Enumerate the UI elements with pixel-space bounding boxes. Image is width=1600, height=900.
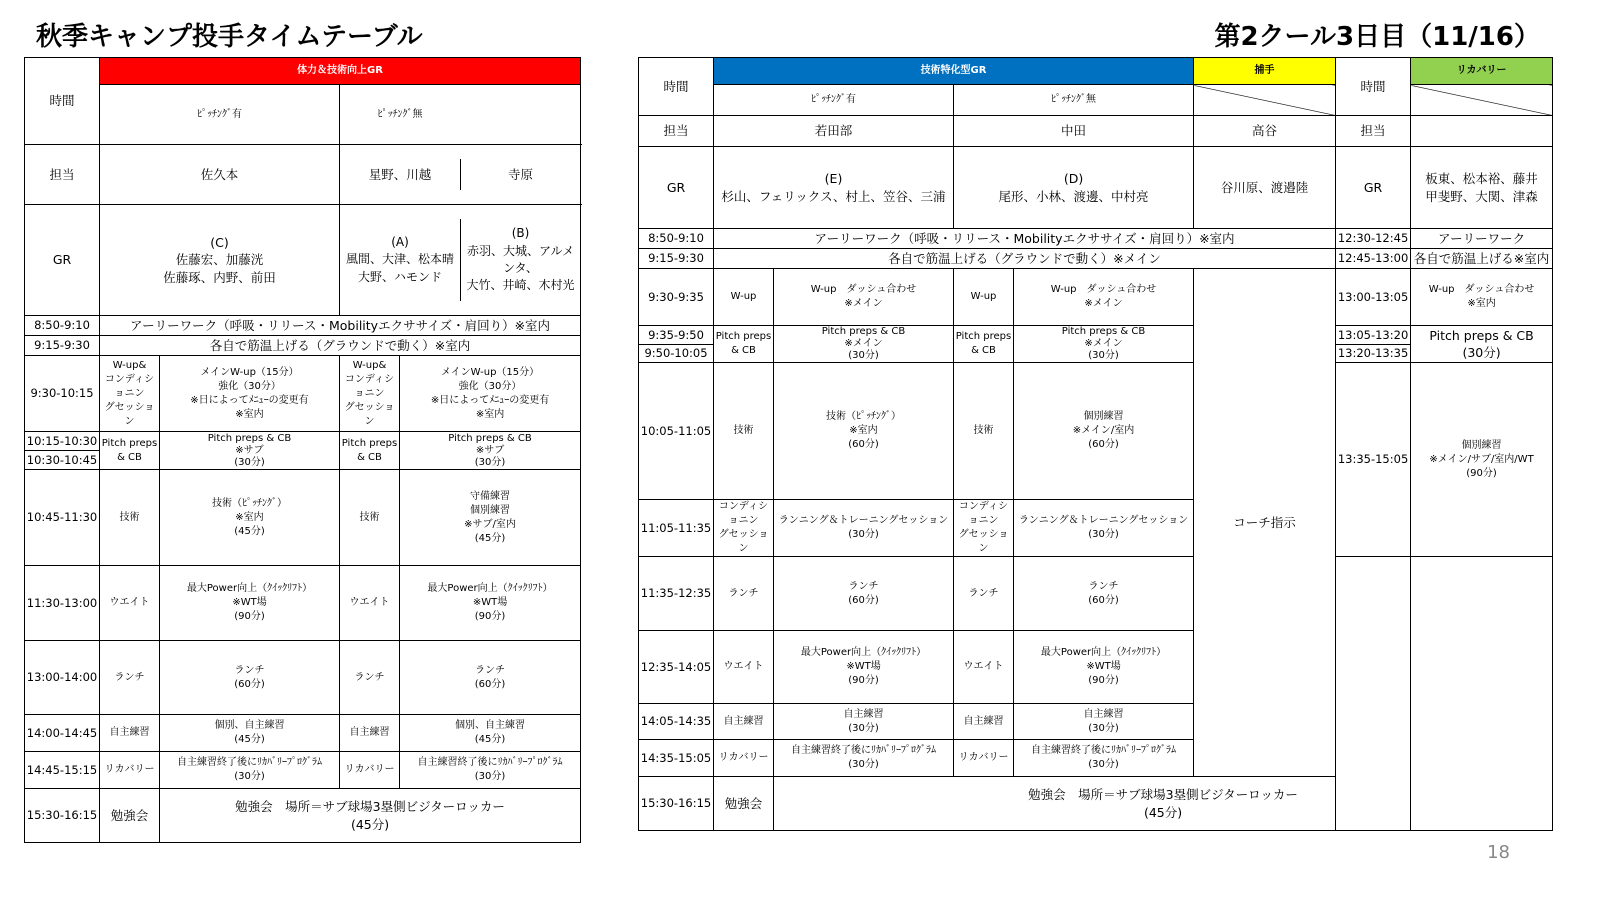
time-cell: 8:50-9:10 [639, 229, 714, 249]
time-cell: 12:35-14:05 [639, 631, 714, 704]
session-detail: 自主練習終了後にﾘｶﾊﾞﾘｰﾌﾟﾛｸﾞﾗﾑ (30分) [400, 752, 581, 789]
study-session-detail: 勉強会 場所＝サブ球場3塁側ビジターロッカー (45分) [160, 789, 581, 843]
all-activity: 各自で筋温上げる（グラウンドで動く）※メイン [714, 249, 1336, 269]
session-detail: 自主練習 (30分) [1014, 704, 1194, 740]
page-title-left: 秋季キャンプ投手タイムテーブル [36, 22, 423, 52]
header-gr: GR [25, 205, 100, 316]
session-label: 自主練習 [714, 704, 774, 740]
session-label: 勉強会 [714, 777, 774, 831]
header-gr: GR [639, 147, 714, 229]
session-detail: 守備練習 個別練習 ※サブ/室内 (45分) [400, 470, 581, 566]
session-label: 自主練習 [340, 715, 400, 752]
session-label: ウエイト [100, 566, 160, 641]
recovery-activity: 個別練習 ※メイン/サブ/室内/WT (90分) [1411, 363, 1553, 557]
charge-c: 佐久本 [100, 145, 340, 205]
gr-c: (C) 佐藤宏、加藤洸 佐藤琢、内野、前田 [100, 205, 340, 316]
session-detail: ランニング＆トレーニングセッション (30分) [774, 500, 954, 557]
charge-d: 中田 [954, 116, 1194, 147]
time-cell: 14:45-15:15 [25, 752, 100, 789]
session-detail: 技術（ﾋﾟｯﾁﾝｸﾞ） ※室内 (60分) [774, 363, 954, 500]
session-label: コンディショニン グセッション [954, 500, 1014, 557]
time-cell: 13:00-14:00 [25, 641, 100, 715]
recovery-activity: W-up ダッシュ合わせ ※室内 [1411, 269, 1553, 326]
charge-e: 若田部 [714, 116, 954, 147]
recovery-diagonal [1411, 85, 1553, 116]
time-cell: 10:45-11:30 [25, 470, 100, 566]
gr-catcher: 谷川原、渡邉陸 [1194, 147, 1336, 229]
session-detail: メインW-up（15分） 強化（30分） ※日によってﾒﾆｭｰの変更有 ※室内 [160, 356, 340, 432]
session-label: Pitch preps & CB [954, 326, 1014, 363]
time-cell: 15:30-16:15 [639, 777, 714, 831]
session-detail: W-up ダッシュ合わせ ※メイン [774, 269, 954, 326]
gr-recovery: 板東、松本裕、藤井 甲斐野、大関、津森 [1411, 147, 1553, 229]
session-label: ランチ [954, 557, 1014, 631]
charge-catcher: 高谷 [1194, 116, 1336, 147]
group-header-red: 体力＆技術向上GR [100, 58, 581, 85]
session-label: Pitch preps & CB [714, 326, 774, 363]
time-cell: 9:15-9:30 [25, 336, 100, 356]
recovery-time-cell: 12:45-13:00 [1336, 249, 1411, 269]
session-label: Pitch preps & CB [100, 432, 160, 470]
recovery-time-cell: 12:30-12:45 [1336, 229, 1411, 249]
right-schedule-table [638, 57, 1553, 831]
session-detail: 個別、自主練習 (45分) [400, 715, 581, 752]
time-cell: 9:50-10:05 [639, 344, 714, 363]
recovery-activity: 各自で筋温上げる※室内 [1411, 249, 1553, 269]
session-label: W-up [954, 269, 1014, 326]
session-label: W-up& コンディショニン グセッション [100, 356, 160, 432]
session-label: コンディショニン グセッション [714, 500, 774, 557]
session-label: Pitch preps & CB [340, 432, 400, 470]
time-cell: 15:30-16:15 [25, 789, 100, 843]
session-label: 技術 [100, 470, 160, 566]
session-label: ウエイト [954, 631, 1014, 704]
header-charge-2: 担当 [1336, 116, 1411, 147]
gr-a: (A) 風間、大津、松本晴 大野、ハモンド [340, 219, 461, 301]
session-label: ウエイト [340, 566, 400, 641]
session-detail: 自主練習終了後にﾘｶﾊﾞﾘｰﾌﾟﾛｸﾞﾗﾑ (30分) [774, 740, 954, 777]
session-detail: 自主練習終了後にﾘｶﾊﾞﾘｰﾌﾟﾛｸﾞﾗﾑ (30分) [1014, 740, 1194, 777]
session-detail: ランチ (60分) [160, 641, 340, 715]
gr-d: (D) 尾形、小林、渡邊、中村亮 [954, 147, 1194, 229]
recovery-time-cell: 13:05-13:20 [1336, 326, 1411, 345]
time-cell: 11:30-13:00 [25, 566, 100, 641]
group-header-blue: 技術特化型GR [714, 58, 1194, 85]
time-cell: 10:05-11:05 [639, 363, 714, 500]
recovery-time-cell: 13:35-15:05 [1336, 363, 1411, 557]
session-detail: 最大Power向上（ｸｲｯｸﾘﾌﾄ） ※WT場 (90分) [160, 566, 340, 641]
session-label: W-up& コンディショニン グセッション [340, 356, 400, 432]
session-label: ランチ [100, 641, 160, 715]
recovery-activity: Pitch preps & CB (30分) [1411, 326, 1553, 363]
charge-a: 星野、川越 [340, 159, 461, 190]
session-detail: ランニング＆トレーニングセッション (30分) [1014, 500, 1194, 557]
header-pitching-yes: ﾋﾟｯﾁﾝｸﾞ有 [100, 85, 340, 145]
session-detail: ランチ (60分) [1014, 557, 1194, 631]
time-cell: 9:15-9:30 [639, 249, 714, 269]
time-cell: 14:35-15:05 [639, 740, 714, 777]
session-label: 技術 [954, 363, 1014, 500]
gr-b: (B) 赤羽、大城、アルメンタ、 大竹、井崎、木村光 [466, 226, 575, 293]
session-detail: 最大Power向上（ｸｲｯｸﾘﾌﾄ） ※WT場 (90分) [1014, 631, 1194, 704]
session-detail: 個別練習 ※メイン/室内 (60分) [1014, 363, 1194, 500]
recovery-header: リカバリー [1411, 58, 1553, 85]
session-detail: Pitch preps & CB ※メイン (30分) [1014, 326, 1194, 363]
session-detail: Pitch preps & CB ※サブ (30分) [400, 432, 581, 470]
header-time: 時間 [25, 58, 100, 145]
session-detail: 個別、自主練習 (45分) [160, 715, 340, 752]
time-cell: 9:30-10:15 [25, 356, 100, 432]
all-activity: アーリーワーク（呼吸・リリース・Mobilityエクササイズ・肩回り）※室内 [100, 316, 581, 336]
time-cell: 10:30-10:45 [25, 451, 100, 470]
time-cell: 11:05-11:35 [639, 500, 714, 557]
header-charge: 担当 [639, 116, 714, 147]
session-detail: 自主練習終了後にﾘｶﾊﾞﾘｰﾌﾟﾛｸﾞﾗﾑ (30分) [160, 752, 340, 789]
session-label: リカバリー [340, 752, 400, 789]
time-cell: 10:15-10:30 [25, 432, 100, 451]
session-detail: W-up ダッシュ合わせ ※メイン [1014, 269, 1194, 326]
session-detail: メインW-up（15分） 強化（30分） ※日によってﾒﾆｭｰの変更有 ※室内 [400, 356, 581, 432]
session-detail: Pitch preps & CB ※メイン (30分) [774, 326, 954, 363]
study-session-detail: 勉強会 場所＝サブ球場3塁側ビジターロッカー (45分) [774, 777, 1553, 831]
header-pitching-yes: ﾋﾟｯﾁﾝｸﾞ有 [714, 85, 954, 116]
recovery-time-cell: 13:20-13:35 [1336, 344, 1411, 363]
session-label: リカバリー [714, 740, 774, 777]
session-detail: 技術（ﾋﾟｯﾁﾝｸﾞ） ※室内 (45分) [160, 470, 340, 566]
charge-b: 寺原 [508, 166, 534, 182]
session-label: ウエイト [714, 631, 774, 704]
session-label: ランチ [714, 557, 774, 631]
header-pitching-no: ﾋﾟｯﾁﾝｸﾞ無 [377, 108, 423, 120]
session-label: ランチ [340, 641, 400, 715]
left-schedule-table [24, 57, 581, 843]
page-title-right: 第2クール3日目（11/16） [1214, 22, 1540, 52]
session-label: 勉強会 [100, 789, 160, 843]
all-activity: アーリーワーク（呼吸・リリース・Mobilityエクササイズ・肩回り）※室内 [714, 229, 1336, 249]
header-charge: 担当 [25, 145, 100, 205]
recovery-time-cell: 13:00-13:05 [1336, 269, 1411, 326]
time-cell: 11:35-12:35 [639, 557, 714, 631]
session-detail: Pitch preps & CB ※サブ (30分) [160, 432, 340, 470]
session-label: 技術 [714, 363, 774, 500]
session-label: 自主練習 [100, 715, 160, 752]
session-label: 自主練習 [954, 704, 1014, 740]
catcher-header: 捕手 [1194, 58, 1336, 85]
session-detail: 自主練習 (30分) [774, 704, 954, 740]
catcher-diagonal [1194, 85, 1336, 116]
time-cell: 9:30-9:35 [639, 269, 714, 326]
charge-recovery [1411, 116, 1553, 147]
all-activity: 各自で筋温上げる（グラウンドで動く）※室内 [100, 336, 581, 356]
time-cell: 14:00-14:45 [25, 715, 100, 752]
time-cell: 14:05-14:35 [639, 704, 714, 740]
session-detail: 最大Power向上（ｸｲｯｸﾘﾌﾄ） ※WT場 (90分) [400, 566, 581, 641]
header-pitching-no: ﾋﾟｯﾁﾝｸﾞ無 [954, 85, 1194, 116]
time-cell: 9:35-9:50 [639, 326, 714, 345]
session-label: リカバリー [954, 740, 1014, 777]
catcher-coach-instruction: コーチ指示 [1194, 269, 1336, 777]
session-label: リカバリー [100, 752, 160, 789]
gr-e: (E) 杉山、フェリックス、村上、笠谷、三浦 [714, 147, 954, 229]
header-time-2: 時間 [1336, 58, 1411, 116]
session-detail: 最大Power向上（ｸｲｯｸﾘﾌﾄ） ※WT場 (90分) [774, 631, 954, 704]
header-gr-2: GR [1336, 147, 1411, 229]
session-label: 技術 [340, 470, 400, 566]
session-detail: ランチ (60分) [774, 557, 954, 631]
header-time: 時間 [639, 58, 714, 116]
session-detail: ランチ (60分) [400, 641, 581, 715]
recovery-activity: アーリーワーク [1411, 229, 1553, 249]
page-number: 18 [1487, 842, 1510, 863]
session-label: W-up [714, 269, 774, 326]
time-cell: 8:50-9:10 [25, 316, 100, 336]
